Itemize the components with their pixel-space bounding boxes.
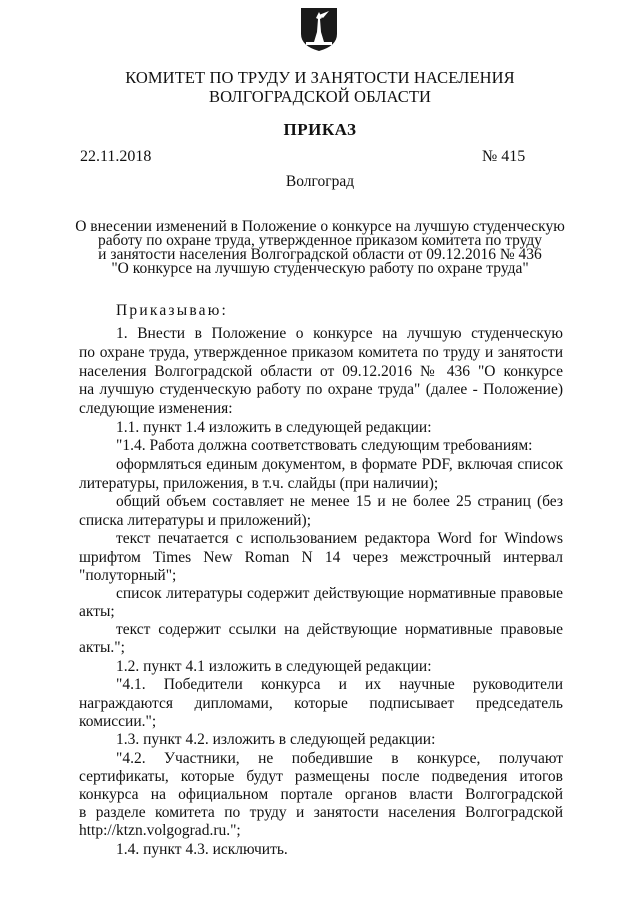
body-line: 1.4. пункт 4.3. исключить. xyxy=(116,841,288,858)
body-line: "полуторный"; xyxy=(79,567,177,584)
body-line: сертификаты, которые будут размещены после подведения итогов xyxy=(79,768,563,785)
subject-line: и занятости населения Волгоградской области от 09.12.2016 № 436 xyxy=(98,246,542,263)
body-line: список литературы содержит действующие нормативные правовые xyxy=(116,585,563,602)
body-line: 1.1. пункт 1.4 изложить в следующей редакции: xyxy=(116,419,432,436)
body-line: оформляться единым документом, в формате PDF, включая список xyxy=(116,456,563,473)
body-line: текст печатается с использованием редактора Word for Windows xyxy=(116,530,563,547)
body-line: акты; xyxy=(79,603,115,620)
org-name-line-1: КОМИТЕТ ПО ТРУДУ И ЗАНЯТОСТИ НАСЕЛЕНИЯ xyxy=(125,68,515,87)
document-type: ПРИКАЗ xyxy=(283,120,357,139)
volgograd-coat-of-arms-icon xyxy=(299,6,339,52)
body-line: 1. Внести в Положение о конкурсе на лучшую студенческую xyxy=(116,325,563,342)
body-heading: Приказываю: xyxy=(116,302,229,319)
body-line: текст содержит ссылки на действующие нормативные правовые xyxy=(116,621,563,638)
body-line: "4.2. Участники, не победившие в конкурсе, получают xyxy=(116,750,563,767)
body-line: литературы, приложения, в т.ч. слайды (при наличии); xyxy=(79,475,439,492)
document-city: Волгоград xyxy=(285,173,355,190)
body-line: следующие изменения: xyxy=(79,400,233,417)
body-line: шрифтом Times New Roman N 14 через межстрочный интервал xyxy=(79,549,563,566)
body-line: общий объем составляет не менее 15 и не более 25 страниц (без xyxy=(116,493,563,510)
body-line: по охране труда, утвержденное приказом комитета по труду и занятости xyxy=(79,344,563,361)
body-line: http://ktzn.volgograd.ru."; xyxy=(79,822,241,839)
document-number: № 415 xyxy=(482,148,526,165)
body-line: населения Волгоградской области от 09.12.2016 № 436 "О конкурсе xyxy=(79,363,563,380)
body-line: в разделе комитета по труду и занятости населения Волгоградской xyxy=(79,804,563,821)
body-line: акты."; xyxy=(79,639,125,656)
body-line: "4.1. Победители конкурса и их научные руководители xyxy=(116,676,563,693)
body-line: на лучшую студенческую работу по охране труда" (далее - Положение) xyxy=(79,381,563,398)
body-line: 1.2. пункт 4.1 изложить в следующей редакции: xyxy=(116,658,432,675)
subject-line: работу по охране труда, утвержденное приказом комитета по труду xyxy=(97,232,543,249)
body-line: "1.4. Работа должна соответствовать следующим требованиям: xyxy=(116,437,533,454)
body-line: награждаются дипломами, которые подписывает председатель xyxy=(79,695,563,712)
body-line: 1.3. пункт 4.2. изложить в следующей редакции: xyxy=(116,731,436,748)
org-name-line-2: ВОЛГОГРАДСКОЙ ОБЛАСТИ xyxy=(208,87,432,106)
document-date: 22.11.2018 xyxy=(80,148,152,165)
body-line: комиссии."; xyxy=(79,713,157,730)
body-line: списка литературы и приложений); xyxy=(79,512,312,529)
subject-line: О внесении изменений в Положение о конкурсе на лучшую студенческую xyxy=(75,218,565,235)
body-line: конкурса на официальном портале органов власти Волгоградской xyxy=(79,786,563,803)
subject-line: "О конкурсе на лучшую студенческую работу по охране труда" xyxy=(111,260,529,277)
